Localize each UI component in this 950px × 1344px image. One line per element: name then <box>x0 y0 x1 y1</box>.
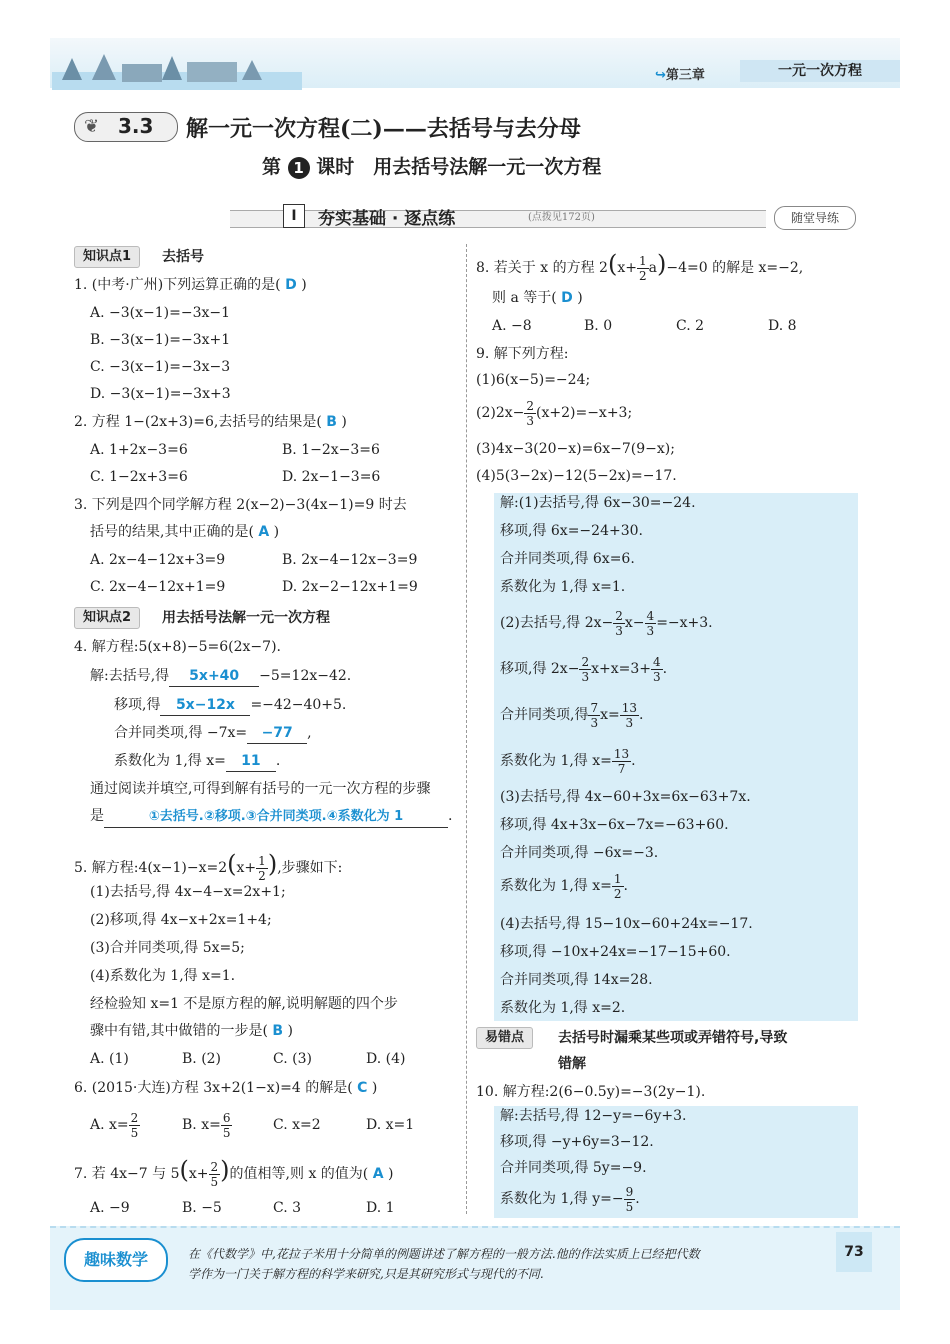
q10-sol-3: 合并同类项,得 5y=−9. <box>500 1160 647 1176</box>
q3-stem-1: 3. 下列是四个同学解方程 2(x−2)−3(4x−1)=9 时去 <box>74 497 407 513</box>
sol9-c1: (3)去括号,得 4x−60+3x=6x−63+7x. <box>500 789 751 805</box>
q10-sol-1: 解:去括号,得 12−y=−6y+3. <box>500 1108 687 1124</box>
q5-option-a: A. (1) <box>90 1051 129 1067</box>
arrow-icon: ↪ <box>655 68 666 83</box>
sol9-a2: 移项,得 6x=−24+30. <box>500 523 643 539</box>
sol9-c3: 合并同类项,得 −6x=−3. <box>500 845 659 861</box>
sol9-a4: 系数化为 1,得 x=1. <box>500 579 626 595</box>
q10-sol-2: 移项,得 −y+6y=3−12. <box>500 1134 654 1150</box>
practice-banner <box>230 210 766 228</box>
banner-title: 夯实基础 · 逐点练 <box>318 209 456 229</box>
q6-option-d: D. x=1 <box>366 1117 415 1133</box>
q5-step-1: (1)去括号,得 4x−4−x=2x+1; <box>90 884 286 900</box>
castle-illustration <box>52 50 302 90</box>
knowledge-title-1: 去括号 <box>162 249 204 265</box>
q1-option-c: C. −3(x−1)=−3x−3 <box>90 359 231 375</box>
q4-summary: 通过阅读并填空,可得到解有括号的一元一次方程的步骤 <box>90 781 431 797</box>
q8-stem: 8. 若关于 x 的方程 2(x+ $\frac{1}{2}$ a)−4=0 的解是 x=−2, <box>476 250 804 283</box>
q5-stem: 5. 解方程:4(x−1)−x=2(x+ $\frac{1}{2}$ ),步骤如下: <box>74 850 343 883</box>
q3-stem-2: 括号的结果,其中正确的是( A ) <box>90 524 280 540</box>
sol9-b2: 移项,得 2x− $\frac{2}{3}$ x+x=3+ $\frac{4}{3}$ . <box>500 654 668 684</box>
q9-stem: 9. 解下列方程: <box>476 346 569 362</box>
q4-blank-5: ①去括号.②移项.③合并同类项.④系数化为 1 <box>104 807 448 828</box>
q4-summary-answer: 是 ①去括号.②移项.③合并同类项.④系数化为 1 . <box>90 806 452 828</box>
column-divider <box>466 244 467 1214</box>
q10-sol-4: 系数化为 1,得 y=− $\frac{9}{5}$ . <box>500 1184 640 1214</box>
sol9-a3: 合并同类项,得 6x=6. <box>500 551 635 567</box>
q3-option-a: A. 2x−4−12x+3=9 <box>90 552 226 568</box>
sol9-a1: 解:(1)去括号,得 6x−30=−24. <box>500 495 696 511</box>
q9-part-2: (2)2x− $\frac{2}{3}$ (x+2)=−x+3; <box>476 398 633 428</box>
q5-option-d: D. (4) <box>366 1051 406 1067</box>
knowledge-tag-1: 知识点1 <box>74 246 140 268</box>
q1-option-a: A. −3(x−1)=−3x−1 <box>90 305 231 321</box>
sol9-c4: 系数化为 1,得 x= $\frac{1}{2}$ . <box>500 871 628 901</box>
sol9-d3: 合并同类项,得 14x=28. <box>500 972 653 988</box>
q6-option-c: C. x=2 <box>273 1117 321 1133</box>
q6-option-a: A. x= $\frac{2}{5}$ <box>90 1110 139 1140</box>
q3-option-b: B. 2x−4−12x−3=9 <box>282 552 418 568</box>
q2-option-c: C. 1−2x+3=6 <box>90 469 188 485</box>
sol9-c2: 移项,得 4x+3x−6x−7x=−63+60. <box>500 817 729 833</box>
q3-option-c: C. 2x−4−12x+1=9 <box>90 579 226 595</box>
chapter-title: 一元一次方程 <box>740 60 900 82</box>
sol9-b3: 合并同类项,得 $\frac{7}{3}$ x= $\frac{13}{3}$ . <box>500 700 644 730</box>
chapter-label: ↪第三章 <box>655 68 705 83</box>
q5-text-1: 经检验知 x=1 不是原方程的解,说明解题的四个步 <box>90 996 398 1012</box>
q5-text-2: 骤中有错,其中做错的一步是( B ) <box>90 1023 293 1039</box>
q2-option-a: A. 1+2x−3=6 <box>90 442 188 458</box>
q2-option-d: D. 2x−1−3=6 <box>282 469 381 485</box>
q2-stem: 2. 方程 1−(2x+3)=6,去括号的结果是( B ) <box>74 414 347 430</box>
knowledge-tag-2: 知识点2 <box>74 607 140 629</box>
q1-stem: 1. (中考·广州)下列运算正确的是( D ) <box>74 277 307 293</box>
q6-stem: 6. (2015·大连)方程 3x+2(1−x)=4 的解是( C ) <box>74 1080 378 1096</box>
q4-blank-3: −77 <box>247 723 307 744</box>
q5-step-2: (2)移项,得 4x−x+2x=1+4; <box>90 912 272 928</box>
q9-part-3: (3)4x−3(20−x)=6x−7(9−x); <box>476 441 675 457</box>
q8-option-d: D. 8 <box>768 318 797 334</box>
q5-option-b: B. (2) <box>182 1051 222 1067</box>
q10-stem: 10. 解方程:2(6−0.5y)=−3(2y−1). <box>476 1084 706 1100</box>
q1-option-d: D. −3(x−1)=−3x+3 <box>90 386 231 402</box>
error-tag: 易错点 <box>476 1027 533 1049</box>
q5-step-4: (4)系数化为 1,得 x=1. <box>90 968 236 984</box>
q5-option-c: C. (3) <box>273 1051 312 1067</box>
q4-step-1: 解:去括号,得 5x+40 −5=12x−42. <box>90 666 351 687</box>
q2-option-b: B. 1−2x−3=6 <box>282 442 380 458</box>
q4-blank-2: 5x−12x <box>160 695 250 716</box>
q8-option-c: C. 2 <box>676 318 705 334</box>
sol9-b1: (2)去括号,得 2x− $\frac{2}{3}$ x− $\frac{4}{3}$ =−x+3. <box>500 608 713 638</box>
q9-part-1: (1)6(x−5)=−24; <box>476 372 591 388</box>
section-number: 3.3 <box>118 114 154 138</box>
q7-option-d: D. 1 <box>366 1200 395 1216</box>
q8-option-b: B. 0 <box>584 318 613 334</box>
q5-step-3: (3)合并同类项,得 5x=5; <box>90 940 245 956</box>
q4-step-3: 合并同类项,得 −7x= −77 , <box>114 723 312 744</box>
q4-blank-4: 11 <box>226 751 276 772</box>
q4-stem: 4. 解方程:5(x+8)−5=6(2x−7). <box>74 639 281 655</box>
footer-text-2: 学作为一门关于解方程的科学来研究,只是其研究形式与现代的不同. <box>188 1267 544 1281</box>
knowledge-title-2: 用去括号法解一元一次方程 <box>162 610 330 626</box>
q4-blank-1: 5x+40 <box>169 666 259 687</box>
page-number: 73 <box>836 1232 872 1272</box>
q4-step-2: 移项,得 5x−12x =−42−40+5. <box>114 695 346 716</box>
sol9-b4: 系数化为 1,得 x= $\frac{13}{7}$ . <box>500 746 636 776</box>
section-title: 解一元一次方程(二)——去括号与去分母 <box>186 116 581 142</box>
sol9-d4: 系数化为 1,得 x=2. <box>500 1000 626 1016</box>
q3-option-d: D. 2x−2−12x+1=9 <box>282 579 418 595</box>
sol9-d2: 移项,得 −10x+24x=−17−15+60. <box>500 944 731 960</box>
banner-note: (点拨见172页) <box>528 212 595 223</box>
error-text-2: 错解 <box>558 1056 586 1072</box>
q4-step-4: 系数化为 1,得 x= 11 . <box>114 751 280 772</box>
error-text-1: 去括号时漏乘某些项或弄错符号,导致 <box>558 1030 788 1046</box>
footer-badge: 趣味数学 <box>64 1238 168 1282</box>
banner-right-label: 随堂导练 <box>774 206 856 230</box>
q6-option-b: B. x= $\frac{6}{5}$ <box>182 1110 231 1140</box>
sol9-d1: (4)去括号,得 15−10x−60+24x=−17. <box>500 916 753 932</box>
q1-option-b: B. −3(x−1)=−3x+1 <box>90 332 231 348</box>
lesson-title: 第 1 课时 用去括号法解一元一次方程 <box>262 156 602 178</box>
leaf-icon: ❦ <box>84 116 100 137</box>
banner-roman: Ⅰ <box>283 204 305 228</box>
q7-option-b: B. −5 <box>182 1200 222 1216</box>
q9-part-4: (4)5(3−2x)−12(5−2x)=−17. <box>476 468 677 484</box>
footer-text-1: 在《代数学》中,花拉子米用十分简单的例题讲述了解方程的一般方法.他的作法实质上已经把代数 <box>188 1247 700 1261</box>
lesson-number: 1 <box>288 157 310 179</box>
q8-option-a: A. −8 <box>492 318 532 334</box>
q8-line-2: 则 a 等于( D ) <box>492 290 583 306</box>
q7-option-a: A. −9 <box>90 1200 130 1216</box>
q7-stem: 7. 若 4x−7 与 5(x+ $\frac{2}{5}$ )的值相等,则 x 的值为( A ) <box>74 1156 394 1189</box>
q7-option-c: C. 3 <box>273 1200 302 1216</box>
